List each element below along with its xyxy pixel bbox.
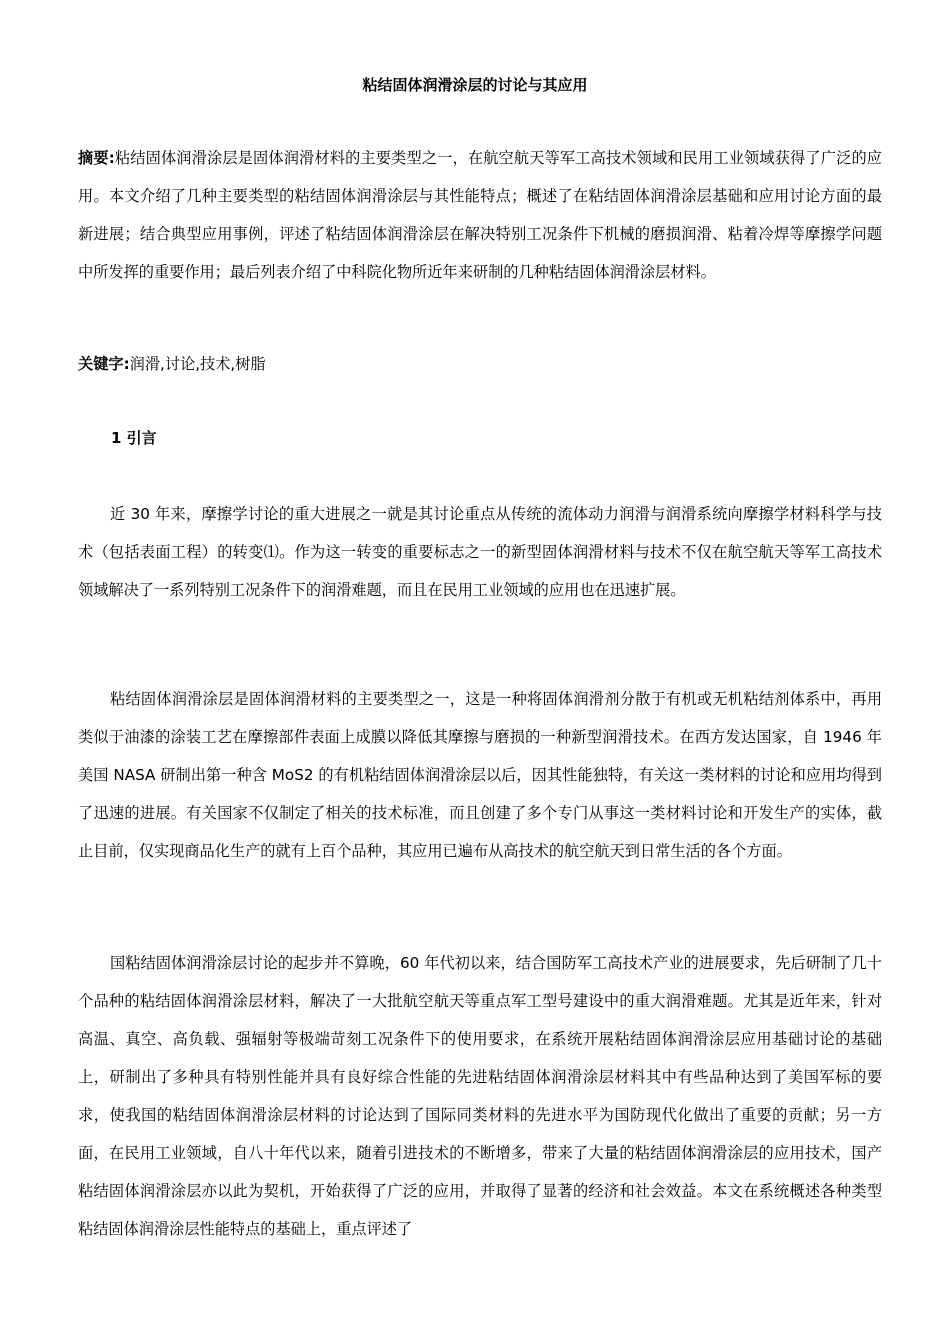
document-title: 粘结固体润滑涂层的讨论与其应用	[362, 76, 588, 94]
keywords-text: 润滑,讨论,技术,树脂	[129, 355, 266, 373]
body-paragraph: 粘结固体润滑涂层是固体润滑材料的主要类型之一，这是一种将固体润滑剂分散于有机或无机粘结剂体系中，再用类似于油漆的涂装工艺在摩擦部件表面上成膜以降低其摩擦与磨损的一种新型润滑技术。在西方发达国家，自 1946 年美国 NASA 研制出第一种含 MoS2 的有机粘结固体润滑涂层以后，因其性能独特，有关这一类材料的讨论和应用均得到了迅速的进展。有关国家不仅制定了相关的技术标准，而且创建了多个专门从事这一类材料讨论和开发生产的实体，截止目前，仅实现商品化生产的就有上百个品种，其应用已遍布从高技术的航空航天到日常生活的各个方面。	[78, 690, 882, 860]
body-paragraph: 近 30 年来，摩擦学讨论的重大进展之一就是其讨论重点从传统的流体动力润滑与润滑系统向摩擦学材料科学与技术（包括表面工程）的转变⑴。作为这一转变的重要标志之一的新型固体润滑材料与技术不仅在航空航天等军工高技术领域解决了一系列特别工况条件下的润滑难题，而且在民用工业领域的应用也在迅速扩展。	[78, 505, 882, 599]
abstract-text: 粘结固体润滑涂层是固体润滑材料的主要类型之一，在航空航天等军工高技术领域和民用工业领域获得了广泛的应用。本文介绍了几种主要类型的粘结固体润滑涂层与其性能特点；概述了在粘结固体润滑涂层基础和应用讨论方面的最新进展；结合典型应用事例，评述了粘结固体润滑涂层在解决特别工况条件下机械的磨损润滑、粘着冷焊等摩擦学问题中所发挥的重要作用；最后列表介绍了中科院化物所近年来研制的几种粘结固体润滑涂层材料。	[78, 149, 882, 281]
abstract-block	[78, 139, 882, 291]
keywords-label: 关键字:	[78, 355, 130, 373]
body-paragraph: 国粘结固体润滑涂层讨论的起步并不算晚，60 年代初以来，结合国防军工高技术产业的进展要求，先后研制了几十个品种的粘结固体润滑涂层材料，解决了一大批航空航天等重点军工型号建设中的重大润滑难题。尤其是近年来，针对高温、真空、高负载、强辐射等极端苛刻工况条件下的使用要求，在系统开展粘结固体润滑涂层应用基础讨论的基础上，研制出了多种具有特别性能并具有良好综合性能的先进粘结固体润滑涂层材料其中有些品种达到了美国军标的要求，使我国的粘结固体润滑涂层材料的讨论达到了国际同类材料的先进水平为国防现代化做出了重要的贡献；另一方面，在民用工业领域，自八十年代以来，随着引进技术的不断增多，带来了大量的粘结固体润滑涂层的应用技术，国产粘结固体润滑涂层亦以此为契机，开始获得了广泛的应用，并取得了显著的经济和社会效益。本文在系统概述各种类型粘结固体润滑涂层性能特点的基础上，重点评述了	[78, 954, 882, 1238]
section-heading-introduction: 1 引言	[111, 429, 157, 447]
abstract-label: 摘要:	[78, 149, 115, 167]
keywords-block	[78, 345, 882, 383]
